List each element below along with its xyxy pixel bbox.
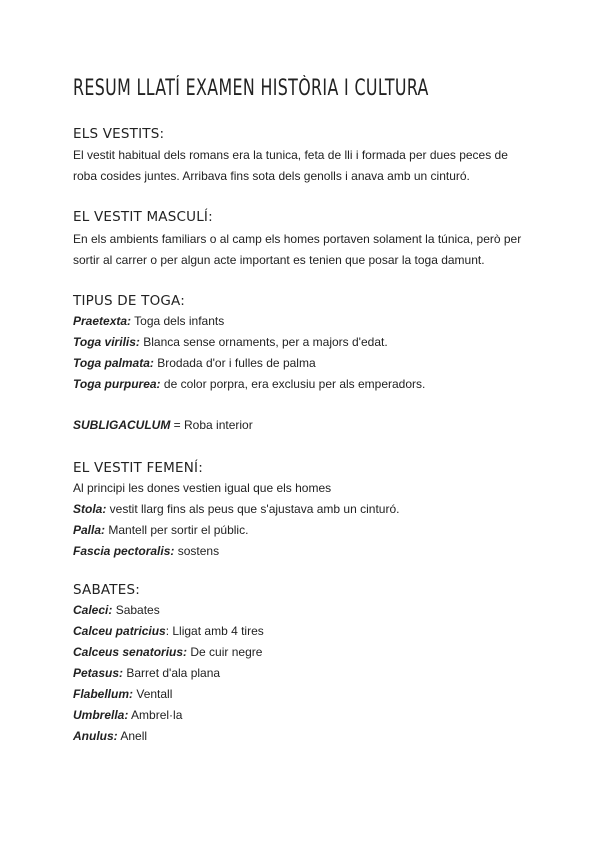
definition-term: Praetexta: [73,314,132,328]
section-masculi [73,208,543,271]
definition-item [73,311,543,332]
definition-desc: = Roba interior [170,418,253,432]
definition-desc: Blanca sense ornaments, per a majors d'edat. [139,335,388,349]
definition-desc: Mantell per sortir el públic. [105,523,249,537]
definition-item [73,374,543,395]
section-vestits [73,125,543,187]
definition-term: Petasus: [73,666,124,680]
definition-item [73,642,543,663]
definition-term: Flabellum: [73,687,134,701]
definition-desc: Brodada d'or i fulles de palma [153,356,316,370]
definition-desc: vestit llarg fins als peus que s'ajustava amb un cinturó. [106,502,400,516]
definition-desc: de color porpra, era exclusiu per als emperadors. [160,377,426,391]
definition-term: Anulus: [73,729,118,743]
definition-item [73,415,543,436]
definition-desc: Ambrel·la [128,708,183,722]
definition-term: Toga purpurea: [73,377,161,391]
definition-term: Toga virilis: [73,335,140,349]
definition-item [73,663,543,684]
definition-term: Caleci: [73,603,113,617]
definition-item [73,499,543,520]
section-sabates [73,581,543,747]
definition-desc: : Lligat amb 4 tires [165,624,264,638]
document-title: RESUM LLATÍ EXAMEN HISTÒRIA I CULTURA [73,76,429,101]
paragraph-line: Al principi les dones vestien igual que els homes [73,481,332,495]
section-heading: EL VESTIT FEMENÍ: [73,460,203,476]
definition-term: Calceu patricius [73,624,166,638]
section-heading: TIPUS DE TOGA: [73,293,186,309]
definition-item [73,726,543,747]
definition-item [73,332,543,353]
section-subligaculum [73,415,543,436]
paragraph-line: El vestit habitual dels romans era la tunica, feta de lli i formada per dues peces de [73,148,508,162]
definition-term: Stola: [73,502,107,516]
definition-term: Palla: [73,523,106,537]
definition-item [73,520,543,541]
definition-desc: Toga dels infants [131,314,225,328]
definition-item [73,705,543,726]
definition-item [73,621,543,642]
section-toga [73,292,543,395]
section-femeni [73,459,543,562]
definition-item [73,600,543,621]
section-heading: SABATES: [73,582,140,598]
paragraph-line: roba cosides juntes. Arribava fins sota dels genolls i anava amb un cinturó. [73,169,470,183]
paragraph-line: sortir al carrer o per algun acte important es tenien que posar la toga damunt. [73,253,485,267]
definition-item [73,684,543,705]
definition-desc: Sabates [112,603,160,617]
definition-desc: sostens [174,544,220,558]
definition-term: Toga palmata: [73,356,154,370]
definition-item [73,353,543,374]
paragraph-line: En els ambients familiars o al camp els homes portaven solament la túnica, però per [73,232,522,246]
definition-desc: Anell [117,729,148,743]
section-heading: ELS VESTITS: [73,126,165,142]
definition-term: Fascia pectoralis: [73,544,175,558]
definition-desc: De cuir negre [187,645,263,659]
definition-term: Calceus senatorius: [73,645,188,659]
definition-desc: Barret d'ala plana [123,666,221,680]
section-heading: EL VESTIT MASCULÍ: [73,209,213,225]
definition-term: Umbrella: [73,708,129,722]
definition-desc: Ventall [133,687,173,701]
definition-item [73,541,543,562]
definition-term: SUBLIGACULUM [73,418,171,432]
